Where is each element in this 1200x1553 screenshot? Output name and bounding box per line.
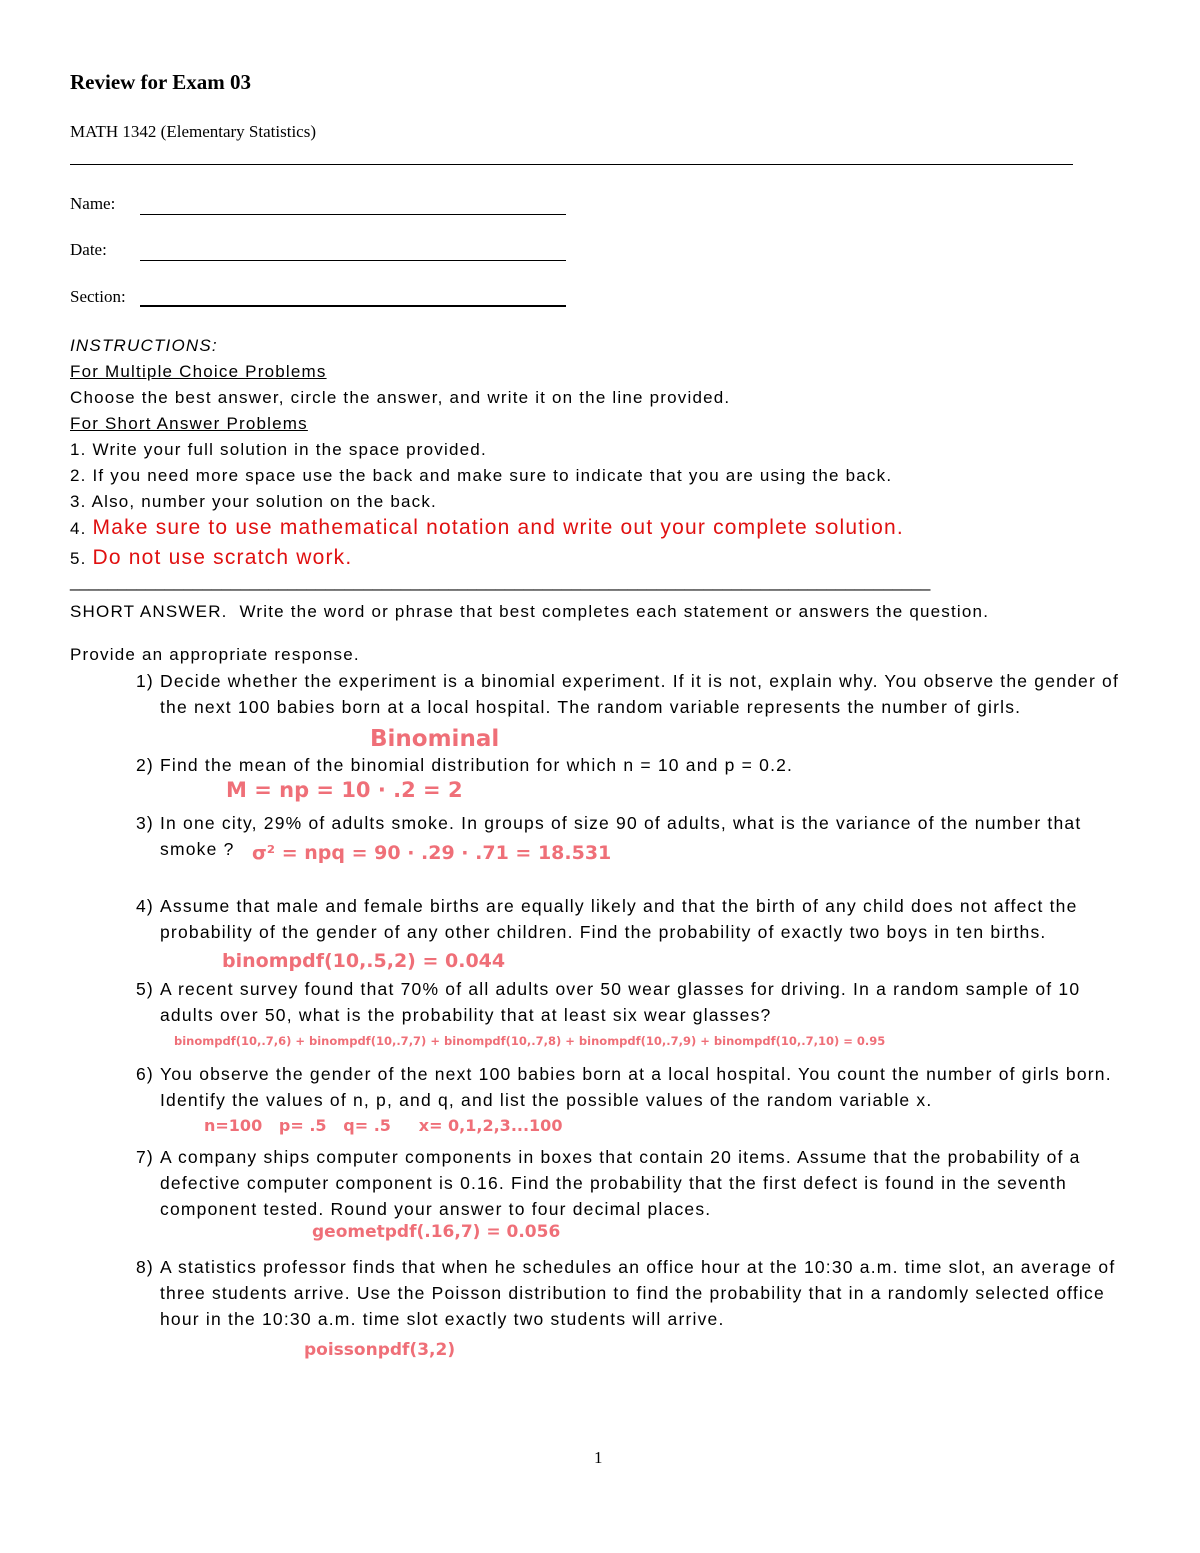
short-answer-instructions <box>70 602 989 622</box>
question-text-line2: adults over 50, what is the probability that at least six wear glasses? <box>160 1005 772 1025</box>
mc-instructions: Choose the best answer, circle the answer, and write it on the line provided. <box>70 388 731 407</box>
instruction-item-1: 1. Write your full solution in the space provided. <box>70 440 487 459</box>
question-text-line3: hour in the 10:30 a.m. time slot exactly two students will arrive. <box>160 1309 725 1329</box>
name-label: Name: <box>70 194 116 213</box>
question-text-line2: Identify the values of n, p, and q, and list the possible values of the random variable x. <box>160 1090 933 1110</box>
answer-4: binompdf(10,.5,2) = 0.044 <box>222 950 506 972</box>
date-field[interactable] <box>140 260 566 261</box>
answer-1: Binominal <box>370 726 500 752</box>
short-answer-heading: SHORT ANSWER. <box>70 602 228 621</box>
provide-response-text: Provide an appropriate response. <box>70 645 360 664</box>
question-text: Find the mean of the binomial distribution for which n = 10 and p = 0.2. <box>160 755 794 775</box>
mc-heading: For Multiple Choice Problems <box>70 362 327 381</box>
question-text: A company ships computer components in boxes that contain 20 items. Assume that the probability of a <box>160 1147 1081 1167</box>
instruction-item-5 <box>70 546 352 570</box>
question-text: Decide whether the experiment is a binomial experiment. If it is not, explain why. You observe the gender of <box>160 671 1120 691</box>
question-8 <box>136 1254 1115 1332</box>
answer-2: M = np = 10 · .2 = 2 <box>226 778 463 802</box>
question-text-line2: smoke ? <box>160 839 235 859</box>
instructions-heading: INSTRUCTIONS: <box>70 336 218 355</box>
question-7 <box>136 1144 1081 1222</box>
section-divider: ___________________________________________________________________________________________ <box>70 572 931 591</box>
instruction-item-5-num: 5. <box>70 549 93 568</box>
answer-5: binompdf(10,.7,6) + binompdf(10,.7,7) + binompdf(10,.7,8) + binompdf(10,.7,9) + binompdf(10,.7,10) = 0.95 <box>174 1034 886 1048</box>
question-text: Assume that male and female births are equally likely and that the birth of any child does not affect the <box>160 896 1078 916</box>
question-text-line2: defective computer component is 0.16. Find the probability that the first defect is found in the seventh <box>160 1173 1067 1193</box>
instruction-item-2: 2. If you need more space use the back and make sure to indicate that you are using the back. <box>70 466 893 485</box>
question-text-line2: the next 100 babies born at a local hospital. The random variable represents the number of girls. <box>160 697 1022 717</box>
section-label: Section: <box>70 287 126 306</box>
section-field[interactable] <box>140 305 566 307</box>
answer-3: σ² = npq = 90 · .29 · .71 = 18.531 <box>252 842 612 864</box>
question-text-line2: three students arrive. Use the Poisson distribution to find the probability that in a randomly selected office <box>160 1283 1105 1303</box>
question-number: 1) <box>136 671 154 691</box>
question-number: 3) <box>136 813 154 833</box>
short-answer-text: Write the word or phrase that best completes each statement or answers the question. <box>239 602 990 621</box>
question-text: A statistics professor finds that when he schedules an office hour at the 10:30 a.m. time slot, an average of <box>160 1257 1116 1277</box>
date-label: Date: <box>70 240 107 259</box>
answer-8: poissonpdf(3,2) <box>304 1340 456 1360</box>
question-number: 6) <box>136 1064 154 1084</box>
question-text: A recent survey found that 70% of all adults over 50 wear glasses for driving. In a random sample of 10 <box>160 979 1081 999</box>
question-number: 5) <box>136 979 154 999</box>
instruction-item-4 <box>70 516 904 540</box>
sa-heading: For Short Answer Problems <box>70 414 308 433</box>
page-title: Review for Exam 03 <box>70 70 251 94</box>
instruction-item-4-text: Make sure to use mathematical notation and write out your complete solution. <box>92 516 904 539</box>
question-number: 7) <box>136 1147 154 1167</box>
answer-6: n=100 p= .5 q= .5 x= 0,1,2,3...100 <box>204 1116 563 1135</box>
course-name: MATH 1342 (Elementary Statistics) <box>70 122 316 141</box>
question-1 <box>136 668 1119 720</box>
instruction-item-4-num: 4. <box>70 519 93 538</box>
question-5 <box>136 976 1080 1028</box>
question-2 <box>136 752 793 778</box>
question-6 <box>136 1061 1112 1113</box>
instruction-item-5-text: Do not use scratch work. <box>92 546 353 569</box>
page-number: 1 <box>594 1448 603 1467</box>
question-text: In one city, 29% of adults smoke. In groups of size 90 of adults, what is the variance of the number that <box>160 813 1082 833</box>
instruction-item-3: 3. Also, number your solution on the back. <box>70 492 437 511</box>
question-number: 4) <box>136 896 154 916</box>
question-number: 2) <box>136 755 154 775</box>
answer-7: geometpdf(.16,7) = 0.056 <box>312 1222 561 1242</box>
question-4 <box>136 893 1078 945</box>
question-text-line2: probability of the gender of any other children. Find the probability of exactly two boys in ten births. <box>160 922 1047 942</box>
question-text-line3: component tested. Round your answer to four decimal places. <box>160 1199 712 1219</box>
name-field[interactable] <box>140 214 566 215</box>
header-divider <box>70 164 1073 165</box>
question-number: 8) <box>136 1257 154 1277</box>
question-text: You observe the gender of the next 100 babies born at a local hospital. You count the number of girls born. <box>160 1064 1112 1084</box>
